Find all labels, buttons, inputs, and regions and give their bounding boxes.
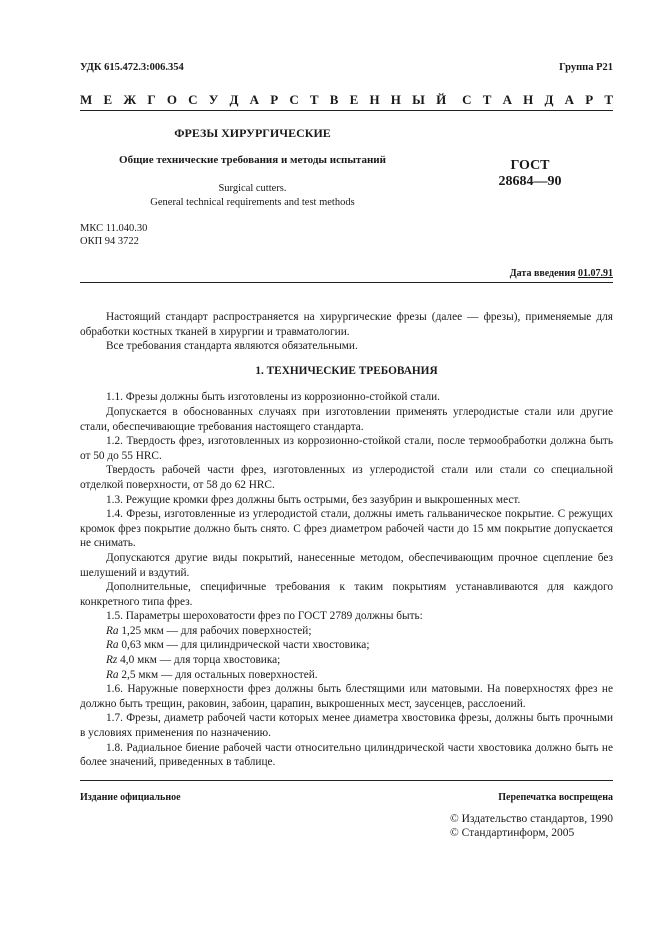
official-edition: Издание официальное [80, 792, 181, 803]
banner-letter: А [249, 92, 259, 107]
banner-letter: Т [482, 92, 492, 107]
banner-letter: Н [369, 92, 380, 107]
effective-date [510, 268, 613, 279]
banner-letter: Ы [412, 92, 425, 107]
intro-paragraph: Все требования стандарта являются обязательными. [106, 340, 358, 353]
clause-1-1: 1.1. Фрезы должны быть изготовлены из коррозионно-стойкой стали. [106, 391, 441, 404]
banner-letter: С [188, 92, 198, 107]
english-title-line1: Surgical cutters. [218, 183, 287, 194]
gost-number: 28684—90 [498, 174, 562, 189]
banner-word-interstate [80, 92, 446, 108]
roughness-symbol: Rz [106, 654, 118, 667]
clause-1-1-note: Допускается в обоснованных случаях при изготовлении применять углеродистые стали или другие стали, обеспечивающие требования настоящего стандарта. [80, 405, 613, 433]
banner-letter: М [80, 92, 93, 107]
clause-1-2: 1.2. Твердость фрез, изготовленных из коррозионно-стойкой стали, после термообработки должна быть от 50 до 55 HRC. [80, 435, 613, 462]
roughness-symbol: Ra [106, 624, 119, 637]
section-heading: 1. ТЕХНИЧЕСКИЕ ТРЕБОВАНИЯ [255, 364, 438, 377]
copyright-block [450, 812, 613, 840]
clause-1-8: 1.8. Радиальное биение рабочей части относительно цилиндрической части хвостовика должно быть не более значений, приведенных в таблице. [80, 741, 613, 769]
banner-letter: Р [270, 92, 279, 107]
banner-letter: Д [544, 92, 554, 107]
clause-1-7: 1.7. Фрезы, диаметр рабочей части которых менее диаметра хвостовика фрезы, должны быть прочными в условиях применения по назначению. [80, 712, 613, 740]
roughness-text: 1,25 мкм — для рабочих поверхностей; [118, 624, 312, 637]
banner-letter: Ж [123, 92, 137, 107]
banner-letter: С [289, 92, 299, 107]
intro-paragraph: Настоящий стандарт распространяется на хирургические фрезы (далее — фрезы), применяемые для обработки костных тканей в хирургии и травматологии. [80, 311, 613, 338]
document-body [80, 310, 613, 770]
banner-letter: В [329, 92, 339, 107]
roughness-text: 2,5 мкм — для остальных поверхностей. [118, 668, 318, 681]
english-title-line2: General technical requirements and test methods [150, 197, 355, 208]
header-rule [80, 110, 613, 111]
banner-letter: С [462, 92, 472, 107]
roughness-text: 4,0 мкм — для торца хвостовика; [117, 654, 281, 667]
okp-code: ОКП 94 3722 [80, 236, 139, 247]
banner-letter: Т [604, 92, 613, 107]
standard-banner [80, 92, 613, 108]
banner-letter: Й [436, 92, 447, 107]
clause-1-2-note: Твердость рабочей части фрез, изготовленных из углеродистой стали или стали со специальной отделкой поверхности, от 58 до 62 HRC. [80, 464, 613, 491]
banner-letter: Н [523, 92, 534, 107]
classification-codes [80, 222, 147, 248]
gost-designation [475, 158, 585, 190]
banner-letter: Р [585, 92, 594, 107]
date-rule [80, 282, 613, 283]
mks-code: МКС 11.040.30 [80, 223, 148, 234]
document-subtitle: Общие технические требования и методы испытаний [119, 154, 386, 166]
date-value: 01.07.91 [578, 268, 613, 279]
roughness-symbol: Ra [106, 639, 119, 652]
roughness-text: 0,63 мкм — для цилиндрической части хвостовика; [118, 639, 370, 652]
roughness-item [80, 668, 613, 683]
clause-1-6: 1.6. Наружные поверхности фрез должны быть блестящими или матовыми. На поверхностях фрез не должно быть трещин, раковин, забоин, царапин, выкрошенных мест, заусенцев, расслоений. [80, 683, 613, 710]
document-title: ФРЕЗЫ ХИРУРГИЧЕСКИЕ [174, 126, 331, 140]
roughness-item [80, 638, 613, 653]
copyright-line: © Издательство стандартов, 1990 [449, 813, 613, 825]
roughness-item [80, 653, 613, 668]
banner-letter: А [502, 92, 512, 107]
banner-letter: Г [147, 92, 156, 107]
clause-1-5: 1.5. Параметры шероховатости фрез по ГОСТ 2789 должны быть: [106, 610, 423, 623]
banner-word-standard [462, 92, 613, 108]
date-label: Дата введения [509, 268, 576, 279]
clause-1-4: 1.4. Фрезы, изготовленные из углеродистой стали, должны иметь гальваническое покрытие. С режущих кромок фрез покрытие должно быть снято. С фрез диаметром рабочей части до 15 мм покрытие допускается не снимать. [80, 508, 613, 550]
copyright-line: © Стандартинформ, 2005 [449, 827, 575, 839]
banner-letter: У [208, 92, 219, 107]
banner-letter: О [166, 92, 177, 107]
clause-1-4-note: Допускаются другие виды покрытий, нанесенные методом, обеспечивающим прочное сцепление без шелушений и вздутий. [80, 551, 613, 579]
banner-letter: Н [390, 92, 401, 107]
roughness-item [80, 624, 613, 639]
english-title [80, 182, 425, 210]
footer-rule [80, 780, 613, 781]
banner-letter: А [564, 92, 574, 107]
banner-letter: Т [309, 92, 319, 107]
clause-1-3: 1.3. Режущие кромки фрез должны быть острыми, без зазубрин и выкрошенных мест. [106, 493, 521, 506]
clause-1-4-note: Дополнительные, специфичные требования к таким покрытиям устанавливаются для каждого конкретного типа фрез. [80, 581, 613, 608]
group-code: Группа Р21 [559, 62, 613, 73]
udk-code: УДК 615.472.3:006.354 [80, 62, 184, 73]
reprint-notice: Перепечатка воспрещена [498, 792, 613, 803]
banner-letter: Е [349, 92, 359, 107]
gost-label: ГОСТ [510, 158, 550, 173]
roughness-symbol: Ra [106, 668, 119, 681]
banner-letter: Е [103, 92, 113, 107]
banner-letter: Д [229, 92, 239, 107]
